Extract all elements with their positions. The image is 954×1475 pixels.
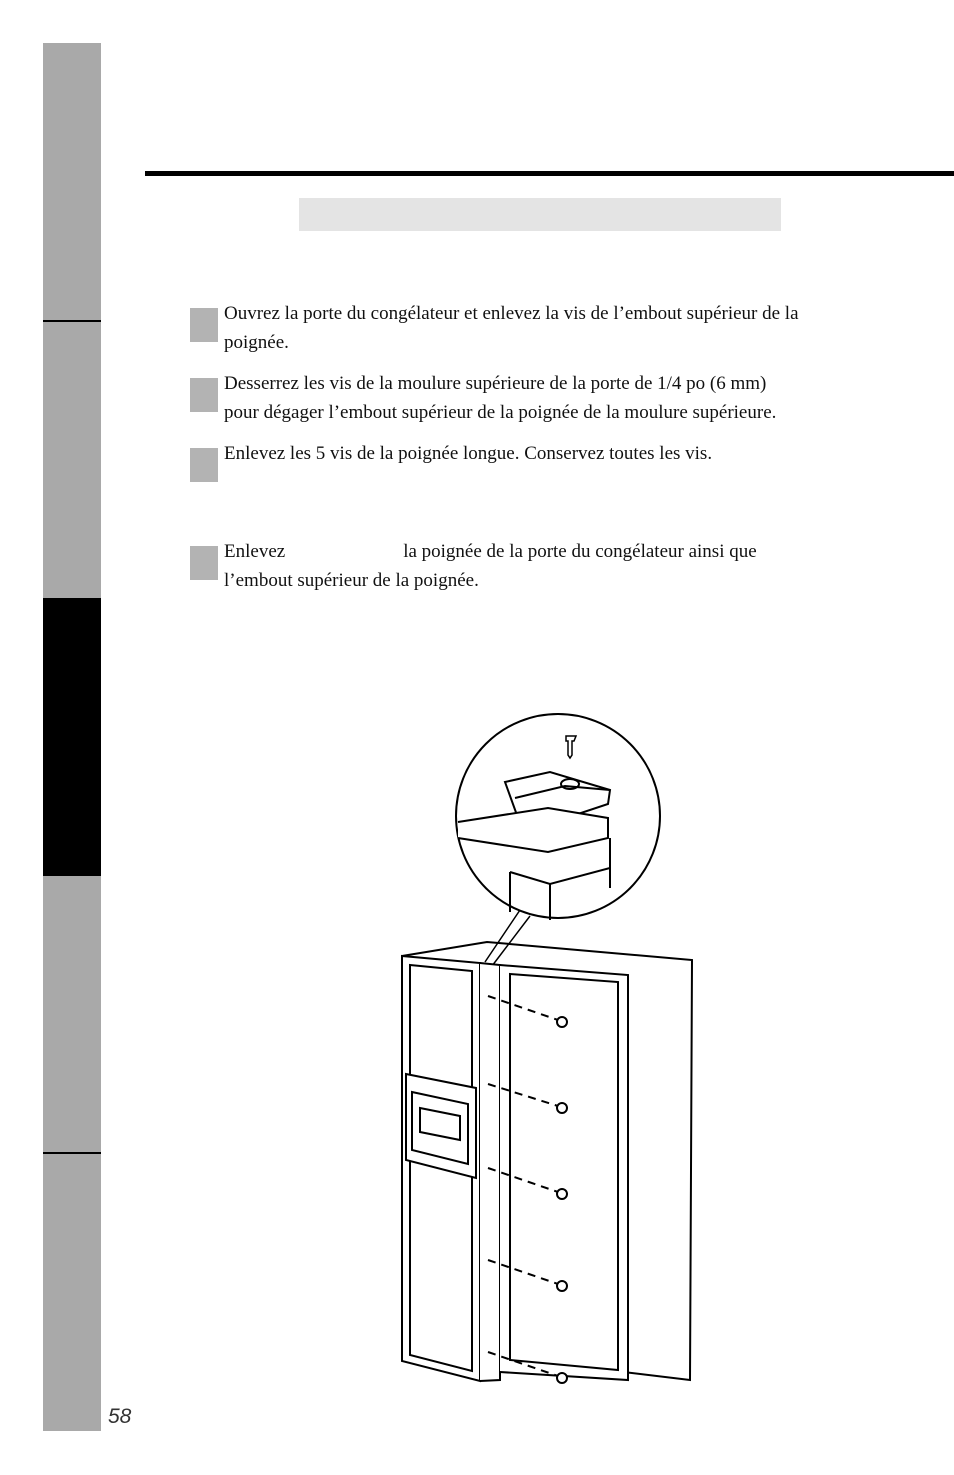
section-heading-bar — [299, 198, 781, 231]
step-marker — [190, 546, 218, 580]
step-text: Enlevez les 5 vis de la poignée longue. Conservez toutes les vis. — [224, 443, 713, 464]
step-2 — [190, 373, 920, 427]
page-number: 58 — [108, 1405, 132, 1428]
step-marker — [190, 378, 218, 412]
step-marker — [190, 448, 218, 482]
step-text: Desserrez les vis de la moulure supérieure de la porte de 1/4 po (6 mm) pour dégager l’embout supérieur de la poignée de la moulure supérieure. — [224, 373, 777, 423]
side-tab-4 — [43, 876, 101, 1153]
zoom-detail — [456, 714, 660, 920]
header-rule — [145, 171, 954, 176]
step-4 — [190, 541, 920, 595]
step-text: Ouvrez la porte du congélateur et enlevez la vis de l’embout supérieur de la poignée. — [224, 303, 799, 353]
step-text: Enlevez la poignée de la porte du congélateur ainsi que l’embout supérieur de la poignée. — [224, 541, 757, 591]
step-marker — [190, 308, 218, 342]
side-tab-active — [43, 598, 101, 876]
refrigerator — [402, 942, 692, 1383]
step-1 — [190, 303, 920, 357]
side-tab-5 — [43, 1154, 101, 1431]
step-3 — [190, 443, 920, 482]
side-tab-1 — [43, 43, 101, 322]
refrigerator-handle-removal-illustration — [380, 712, 710, 1392]
side-tab-2 — [43, 322, 101, 598]
